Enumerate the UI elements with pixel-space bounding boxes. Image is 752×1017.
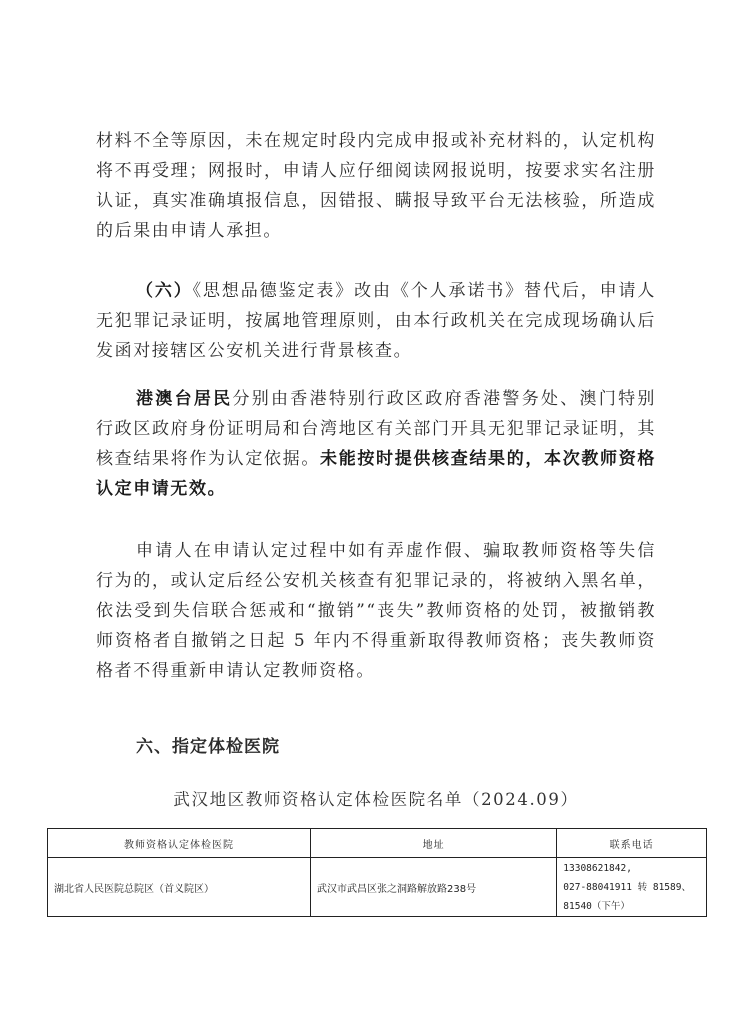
table-caption: 武汉地区教师资格认定体检医院名单（2024.09） [173, 790, 579, 809]
bold-warning-text: 未能按时提供核查结果的，本次教师资格认定申请无效。 [96, 449, 656, 499]
column-header-hospital: 教师资格认定体检医院 [48, 829, 311, 858]
table-row [48, 858, 707, 917]
column-header-address: 地址 [311, 829, 557, 858]
phone-line: 81540（下午） [563, 900, 630, 912]
paragraph-dishonesty-penalty [96, 536, 656, 686]
phone-line: 027-88041911 转 81589、 [563, 881, 691, 893]
paragraph-text: 申请人在申请认定过程中如有弄虚作假、骗取教师资格等失信行为的，或认定后经公安机关核查有犯罪记录的，将被纳入黑名单，依法受到失信联合惩戒和“撤销”“丧失”教师资格的处罚，被撤销教师资格者自撤销之日起 5 年内不得重新取得教师资格；丧失教师资格者不得重新申请认定教师资格。 [96, 541, 656, 681]
item-six-label: （六） [136, 281, 193, 301]
table-header-row [48, 829, 707, 858]
address-cell: 武汉市武昌区张之洞路解放路238号 [311, 858, 557, 917]
paragraph-text: 分别由香港特别行政区政府香港警务处、澳门特别行政区政府身份证明局和台湾地区有关部门开具无犯罪记录证明，其核查结果将作为认定依据。 [96, 389, 657, 469]
phone-cell [557, 858, 707, 917]
paragraph-text: 《思想品德鉴定表》改由《个人承诺书》替代后，申请人无犯罪记录证明，按属地管理原则，由本行政机关在完成现场确认后发函对接辖区公安机关进行背景核查。 [96, 281, 656, 361]
column-header-phone: 联系电话 [557, 829, 707, 858]
paragraph-materials-notice [96, 126, 656, 246]
paragraph-text: 材料不全等原因，未在规定时段内完成申报或补充材料的，认定机构将不再受理；网报时，申请人应仔细阅读网报说明，按要求实名注册认证，真实准确填报信息，因错报、瞒报导致平台无法核验，所造成的后果由申请人承担。 [96, 131, 656, 241]
phone-line: 13308621842, [563, 862, 632, 874]
hospital-name-cell: 湖北省人民医院总院区（首义院区） [48, 858, 311, 917]
bold-lead-text: 港澳台居民 [136, 389, 233, 409]
hospital-table [47, 828, 707, 917]
paragraph-item-six [96, 276, 656, 366]
section-heading: 六、指定体检医院 [136, 737, 280, 757]
paragraph-hk-macao-taiwan [96, 384, 656, 504]
